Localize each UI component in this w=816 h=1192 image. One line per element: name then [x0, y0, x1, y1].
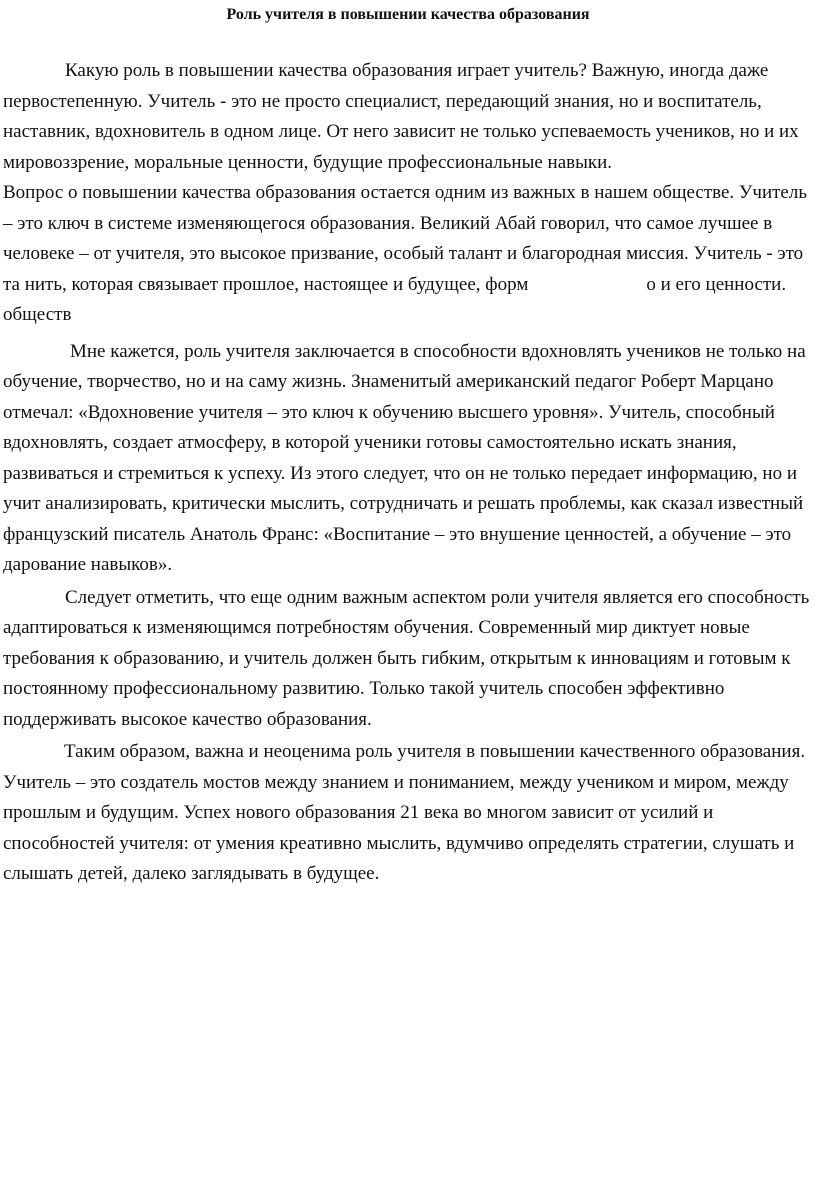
- paragraph-3: Мне кажется, роль учителя заключается в способности вдохновлять учеников не только на обучение, творчество, но и на саму жизнь. Знаменитый американский педагог Роберт Марцано отмечал: «Вдохновение учителя – это ключ к обучению высшего уровня». Учитель, способный вдохновлять, создает атмосферу, в которой ученики готовы самостоятельно искать знания, развиваться и стремиться к успеху. Из этого следует, что он не только передает информацию, но и учит анализировать, критически мыслить, сотрудничать и решать проблемы, как сказал известный французский писатель Анатоль Франс: «Воспитание – это внушение ценностей, а обучение – это дарование навыков».: [3, 340, 806, 575]
- paragraph-2: [3, 178, 813, 331]
- document-body: [3, 56, 813, 890]
- paragraph-2-main: Вопрос о повышении качества образования остается одним из важных в нашем обществе. Учитель – это ключ в системе изменяющегося образования. Великий Абай говорил, что самое лучшее в человеке – от учителя, это высокое призвание, особый талант и благородная миссия. Учитель - это та нить, которая связывает прошлое, настоящее и будущее, форм: [3, 182, 807, 295]
- paragraph-1: Какую роль в повышении качества образования играет учитель? Важную, иногда даже первостепенную. Учитель - это не просто специалист, передающий знания, но и воспитатель, наставник, вдохновитель в одном лице. От него зависит не только успеваемость учеников, но и их мировоззрение, моральные ценности, будущие профессиональные навыки.: [3, 60, 799, 173]
- paragraph-4: Следует отметить, что еще одним важным аспектом роли учителя является его способность адаптироваться к изменяющимся потребностям обучения. Современный мир диктует новые требования к образованию, и учитель должен быть гибким, открытым к инновациям и готовым к постоянному профессиональному развитию. Только такой учитель способен эффективно поддерживать высокое качество образования.: [3, 586, 810, 730]
- paragraph-2-tail: о и его ценности. обществ: [3, 273, 787, 325]
- paragraph-5: Таким образом, важна и неоценима роль учителя в повышении качественного образования. Учитель – это создатель мостов между знанием и пониманием, между учеником и миром, между прошлым и будущим. Успех нового образования 21 века во многом зависит от усилий и способностей учителя: от умения креативно мыслить, вдумчиво определять стратегии, слушать и слышать детей, далеко заглядывать в будущее.: [3, 741, 806, 884]
- document-title: Роль учителя в повышении качества образования: [226, 6, 590, 23]
